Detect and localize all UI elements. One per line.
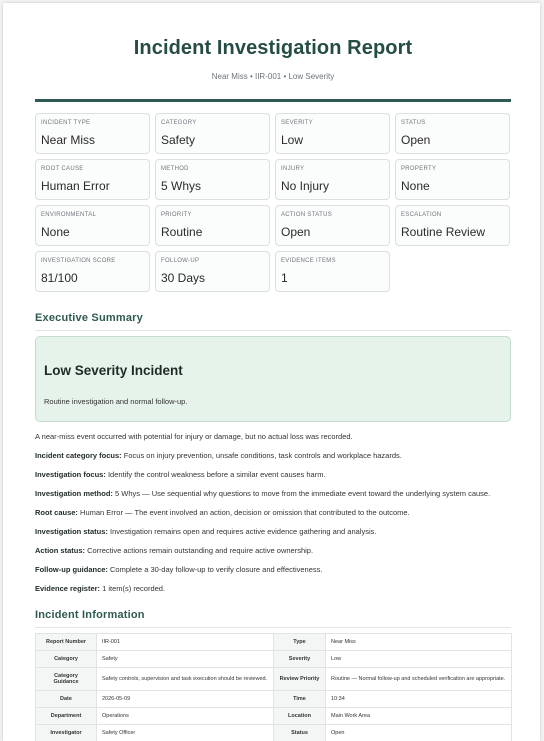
summary-item <box>35 470 511 479</box>
card-value: 1 <box>281 271 288 285</box>
summary-item <box>35 508 511 517</box>
summary-item-text: Corrective actions remain outstanding and require active ownership. <box>87 546 314 555</box>
card-value: Routine <box>161 225 203 239</box>
summary-card <box>155 251 270 292</box>
card-value: 81/100 <box>41 271 78 285</box>
summary-item-label: Investigation focus: <box>35 470 106 479</box>
card-label: INJURY <box>281 166 305 172</box>
card-value: None <box>401 179 430 193</box>
summary-item <box>35 489 511 498</box>
card-value: Safety <box>161 133 196 147</box>
summary-card <box>395 205 510 246</box>
field-value: Safety controls, supervision and task execution should be reviewed. <box>97 668 274 691</box>
card-value: None <box>41 225 70 239</box>
summary-item-label: Evidence register: <box>35 584 101 593</box>
field-label: Category Guidance <box>36 668 97 691</box>
summary-card <box>395 159 510 200</box>
table-row <box>36 668 512 691</box>
card-value: No Injury <box>281 179 330 193</box>
card-label: ESCALATION <box>401 212 442 218</box>
table-row <box>36 725 512 741</box>
field-value: Routine — Normal follow-up and scheduled verification are appropriate. <box>326 668 512 691</box>
field-label: Department <box>36 708 97 725</box>
summary-card <box>35 113 150 154</box>
executive-summary-heading: Executive Summary <box>35 312 511 331</box>
summary-item-label: Investigation method: <box>35 489 113 498</box>
field-label: Type <box>274 634 326 651</box>
field-value: Near Miss <box>326 634 512 651</box>
summary-item <box>35 451 511 460</box>
incident-info-table <box>35 633 512 741</box>
summary-card <box>35 159 150 200</box>
card-value: 30 Days <box>161 271 206 285</box>
field-label: Location <box>274 708 326 725</box>
card-label: METHOD <box>161 166 189 172</box>
card-value: 5 Whys <box>161 179 202 193</box>
field-value: 10:34 <box>326 691 512 708</box>
card-label: SEVERITY <box>281 120 314 126</box>
summary-item-label: Follow-up guidance: <box>35 565 108 574</box>
field-value: Safety Officer <box>97 725 274 741</box>
card-label: STATUS <box>401 120 426 126</box>
card-value: Low <box>281 133 304 147</box>
card-label: EVIDENCE ITEMS <box>281 258 336 264</box>
field-label: Date <box>36 691 97 708</box>
card-label: PRIORITY <box>161 212 192 218</box>
field-label: Review Priority <box>274 668 326 691</box>
summary-card <box>275 205 390 246</box>
card-value: Open <box>281 225 311 239</box>
table-row <box>36 634 512 651</box>
summary-card <box>155 113 270 154</box>
field-label: Category <box>36 651 97 668</box>
severity-banner-text: Routine investigation and normal follow-up. <box>44 397 188 406</box>
table-row <box>36 708 512 725</box>
summary-item <box>35 527 511 536</box>
summary-card <box>395 113 510 154</box>
card-label: ACTION STATUS <box>281 212 333 218</box>
field-label: Investigator <box>36 725 97 741</box>
summary-item-label: Action status: <box>35 546 86 555</box>
summary-item-label: Incident category focus: <box>35 451 122 460</box>
field-label: Status <box>274 725 326 741</box>
field-value: Safety <box>97 651 274 668</box>
report-title: Incident Investigation Report <box>133 37 413 59</box>
title-divider <box>35 99 511 102</box>
field-label: Severity <box>274 651 326 668</box>
field-value: 2026-05-09 <box>97 691 274 708</box>
field-value: Low <box>326 651 512 668</box>
card-label: ENVIRONMENTAL <box>41 212 97 218</box>
field-label: Report Number <box>36 634 97 651</box>
summary-card <box>155 205 270 246</box>
summary-item-text: Investigation remains open and requires active evidence gathering and analysis. <box>110 527 377 536</box>
summary-item-label: Investigation status: <box>35 527 108 536</box>
table-row <box>36 651 512 668</box>
card-label: FOLLOW-UP <box>161 258 200 264</box>
incident-information-heading: Incident Information <box>35 609 511 628</box>
summary-item-text: Identify the control weakness before a similar event causes harm. <box>107 470 326 479</box>
summary-item <box>35 565 511 574</box>
summary-item-text: 1 item(s) recorded. <box>102 584 166 593</box>
card-label: INVESTIGATION SCORE <box>41 258 116 264</box>
summary-item-text: 5 Whys — Use sequential why questions to move from the immediate event toward the underlying system cause. <box>115 489 491 498</box>
summary-item-text: Complete a 30-day follow-up to verify closure and effectiveness. <box>110 565 323 574</box>
summary-card <box>275 251 390 292</box>
summary-card <box>35 205 150 246</box>
card-value: Near Miss <box>41 133 96 147</box>
summary-card <box>275 159 390 200</box>
severity-banner-title: Low Severity Incident <box>44 363 183 378</box>
summary-intro: A near-miss event occurred with potential for injury or damage, but no actual loss was recorded. <box>35 432 353 441</box>
summary-item-label: Root cause: <box>35 508 78 517</box>
summary-item-text: Focus on injury prevention, unsafe conditions, task controls and workplace hazards. <box>123 451 402 460</box>
field-value: IIR-001 <box>97 634 274 651</box>
summary-cards <box>35 113 511 292</box>
card-label: PROPERTY <box>401 166 437 172</box>
summary-item-text: Human Error — The event involved an action, decision or omission that contributed to the outcome. <box>80 508 410 517</box>
table-row <box>36 691 512 708</box>
card-label: ROOT CAUSE <box>41 166 84 172</box>
report-subtitle: Near Miss • IIR-001 • Low Severity <box>211 72 335 81</box>
field-value: Open <box>326 725 512 741</box>
card-label: CATEGORY <box>161 120 197 126</box>
field-label: Time <box>274 691 326 708</box>
summary-card <box>275 113 390 154</box>
summary-card <box>155 159 270 200</box>
field-value: Main Work Area <box>326 708 512 725</box>
summary-item <box>35 584 511 593</box>
card-value: Human Error <box>41 179 110 193</box>
card-label: INCIDENT TYPE <box>41 120 91 126</box>
report-page <box>3 3 540 741</box>
card-value: Open <box>401 133 431 147</box>
severity-banner <box>35 336 511 422</box>
summary-card <box>35 251 150 292</box>
summary-item <box>35 546 511 555</box>
card-value: Routine Review <box>401 225 486 239</box>
field-value: Operations <box>97 708 274 725</box>
